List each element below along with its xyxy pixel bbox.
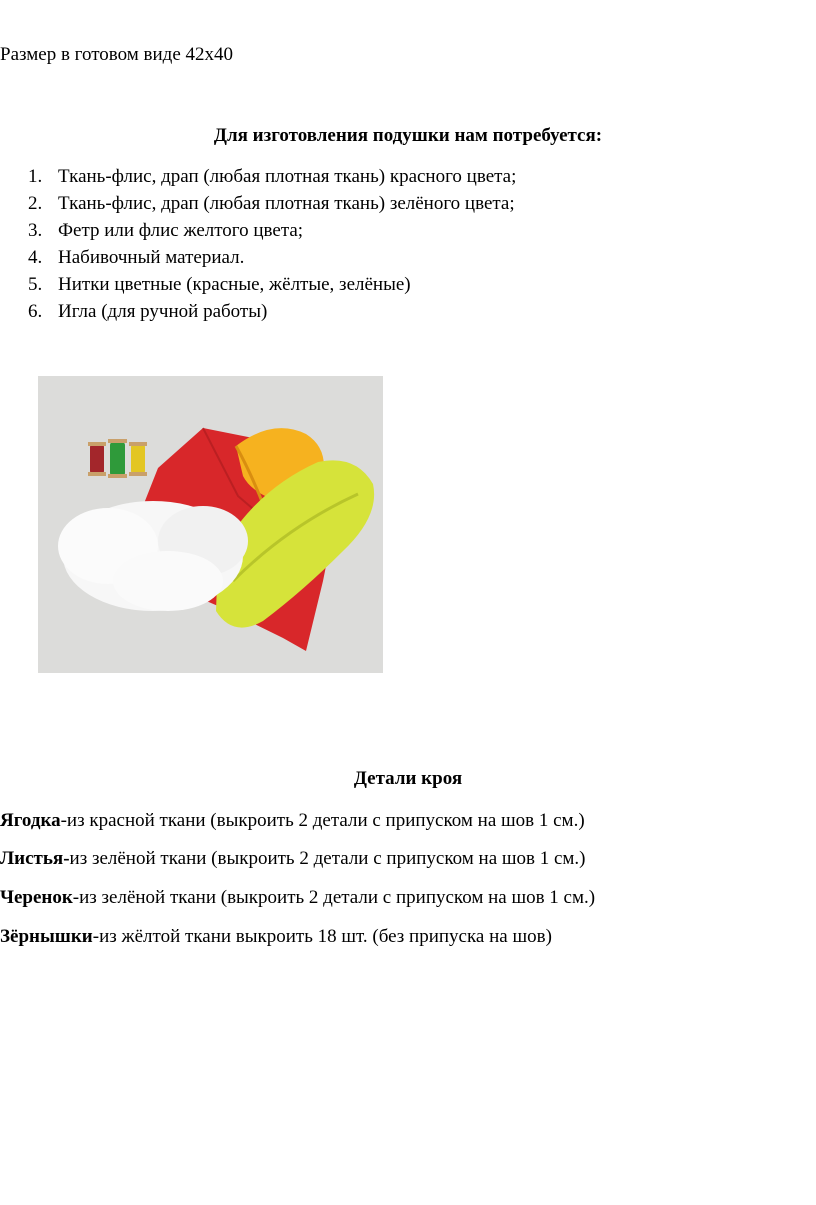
item-text: Ткань-флис, драп (любая плотная ткань) красного цвета;: [58, 166, 517, 187]
part-seeds: [0, 926, 552, 948]
part-stem: [0, 887, 595, 909]
item-text: Нитки цветные (красные, жёлтые, зелёные): [58, 274, 411, 295]
item-number: 6.: [28, 301, 43, 322]
part-name: Зёрнышки: [0, 926, 93, 947]
item-text: Ткань-флис, драп (любая плотная ткань) зелёного цвета;: [58, 193, 515, 214]
size-line: Размер в готовом виде 42х40: [0, 44, 234, 65]
item-text: Игла (для ручной работы): [58, 301, 268, 322]
part-name: Черенок: [0, 887, 73, 908]
item-number: 4.: [28, 247, 43, 268]
item-number: 5.: [28, 274, 43, 295]
materials-illustration: [38, 376, 383, 673]
item-text: Набивочный материал.: [58, 247, 245, 268]
requirements-heading: Для изготовления подушки нам потребуется:: [213, 125, 603, 146]
part-desc: -из жёлтой ткани выкроить 18 шт. (без припуска на шов): [92, 926, 552, 947]
materials-list: [28, 163, 516, 325]
list-item: [28, 217, 516, 244]
item-number: 1.: [28, 166, 43, 187]
list-item: [28, 298, 516, 325]
item-text: Фетр или флис желтого цвета;: [58, 220, 304, 241]
part-name: Листья-: [0, 848, 70, 869]
materials-photo: [38, 376, 383, 673]
cut-details-heading: Детали кроя: [353, 768, 463, 789]
list-item: [28, 244, 516, 271]
part-desc: -из красной ткани (выкроить 2 детали с припуском на шов 1 см.): [60, 810, 585, 831]
part-desc: -из зелёной ткани (выкроить 2 детали с припуском на шов 1 см.): [72, 887, 596, 908]
item-number: 2.: [28, 193, 43, 214]
list-item: [28, 190, 516, 217]
list-item: [28, 271, 516, 298]
list-item: [28, 163, 516, 190]
part-name: Ягодка: [0, 810, 61, 831]
item-number: 3.: [28, 220, 43, 241]
part-berry: [0, 810, 585, 832]
part-desc: из зелёной ткани (выкроить 2 детали с припуском на шов 1 см.): [69, 848, 586, 869]
thread-spools: [88, 439, 147, 478]
part-leaves: [0, 848, 586, 870]
